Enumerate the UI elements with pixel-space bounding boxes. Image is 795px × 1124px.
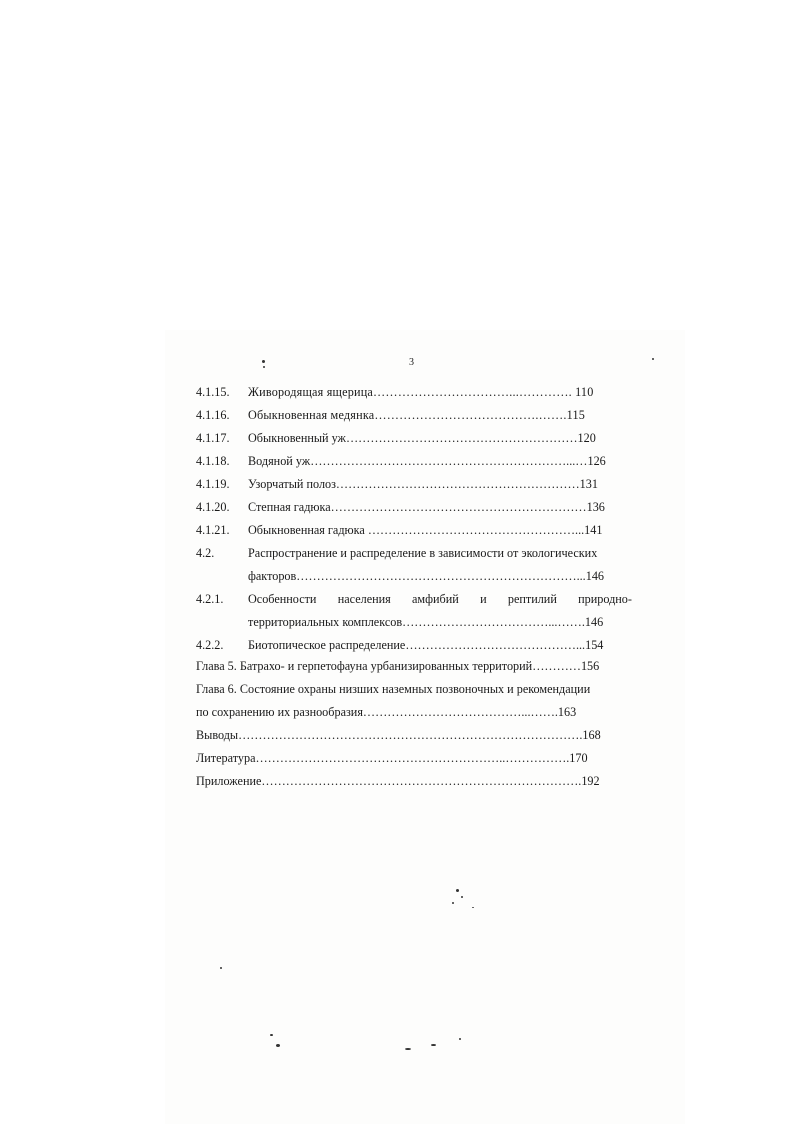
toc-entry-number: 4.2. bbox=[196, 546, 215, 560]
toc-entry-text: Глава 5. Батрахо- и герпетофауна урбанизированных территорий…………156 bbox=[196, 659, 600, 673]
toc-entry-text: факторов……………………………………………………………...146 bbox=[248, 569, 605, 583]
toc-entry-text: Приложение…………………………………………………………………….192 bbox=[196, 774, 600, 788]
toc-entry-number: 4.1.15. bbox=[196, 385, 230, 399]
scan-speck bbox=[263, 366, 265, 368]
toc-entry-text: Распространение и распределение в зависимости от экологических bbox=[248, 546, 598, 560]
toc-entry bbox=[0, 428, 795, 448]
toc-word: Особенности bbox=[248, 592, 317, 606]
scan-speck bbox=[459, 1038, 461, 1040]
toc-entry-number: 4.1.17. bbox=[196, 431, 230, 445]
toc-entry-number: 4.1.20. bbox=[196, 500, 230, 514]
toc-word: природно- bbox=[578, 592, 632, 606]
toc-entry-text: Обыкновенная гадюка ……………………………………………...141 bbox=[248, 523, 603, 537]
toc-entry bbox=[0, 405, 795, 425]
toc-section-4-2-2 bbox=[0, 635, 795, 655]
toc-entry-number: 4.2.2. bbox=[196, 638, 224, 652]
toc-entry-text: территориальных комплексов………………………………...…….146 bbox=[248, 615, 604, 629]
toc-section-4-2 bbox=[0, 543, 795, 563]
toc-entry bbox=[0, 451, 795, 471]
toc-entry-text: Обыкновенная медянка………………………………….…….115 bbox=[248, 408, 586, 422]
toc-word: и bbox=[480, 592, 487, 606]
toc-entry-text: Узорчатый полоз……………………………………………………131 bbox=[248, 477, 598, 491]
toc-appendix bbox=[0, 771, 795, 791]
scan-speck bbox=[262, 360, 265, 363]
toc-chapter-6-cont bbox=[0, 702, 795, 722]
toc-entry bbox=[0, 474, 795, 494]
toc-entry-text: Степная гадюка………………………………………………………136 bbox=[248, 500, 605, 514]
scan-speck bbox=[276, 1044, 280, 1047]
toc-entry-text: Выводы………………………………………………………………………….168 bbox=[196, 728, 601, 742]
toc-entry-text bbox=[248, 589, 632, 609]
scan-speck bbox=[461, 896, 463, 898]
toc-entry-text: Литература……………………………………………………..…………….170 bbox=[196, 751, 588, 765]
toc-entry-text: Биотопическое распределение……………………………………...154 bbox=[248, 638, 604, 652]
toc-entry-number: 4.1.16. bbox=[196, 408, 230, 422]
scan-speck bbox=[220, 967, 222, 969]
toc-entry-number: 4.1.21. bbox=[196, 523, 230, 537]
toc-entry-number: 4.1.18. bbox=[196, 454, 230, 468]
page-number: 3 bbox=[409, 357, 414, 368]
toc-conclusions bbox=[0, 725, 795, 745]
toc-section-4-2-1 bbox=[0, 589, 795, 609]
toc-section-4-2-1-cont bbox=[0, 612, 795, 632]
toc-entry-text: Живородящая ящерица……………………………...…………. 110 bbox=[248, 385, 594, 399]
scan-speck bbox=[652, 358, 654, 360]
toc-entry-text: Водяной уж………………………………………………………...…126 bbox=[248, 454, 606, 468]
toc-chapter-6 bbox=[0, 679, 795, 699]
toc-entry bbox=[0, 520, 795, 540]
toc-entry-text: по сохранению их разнообразия…………………………………...…….163 bbox=[196, 705, 577, 719]
toc-entry-number: 4.2.1. bbox=[196, 592, 224, 606]
scan-speck bbox=[472, 907, 474, 908]
toc-entry bbox=[0, 382, 795, 402]
scan-speck bbox=[456, 889, 459, 892]
toc-literature bbox=[0, 748, 795, 768]
toc-word: амфибий bbox=[412, 592, 459, 606]
toc-entry-text: Обыкновенный уж…………………………………………………120 bbox=[248, 431, 596, 445]
toc-word: населения bbox=[337, 592, 391, 606]
scan-speck bbox=[452, 902, 454, 904]
toc-entry bbox=[0, 497, 795, 517]
toc-section-4-2-cont bbox=[0, 566, 795, 586]
toc-chapter-5 bbox=[0, 656, 795, 676]
scan-speck bbox=[431, 1044, 436, 1046]
toc-entry-text: Глава 6. Состояние охраны низших наземных позвоночных и рекомендации bbox=[196, 682, 591, 696]
scan-speck bbox=[270, 1034, 273, 1036]
toc-entry-number: 4.1.19. bbox=[196, 477, 230, 491]
toc-word: рептилий bbox=[507, 592, 557, 606]
scan-speck bbox=[405, 1048, 411, 1050]
